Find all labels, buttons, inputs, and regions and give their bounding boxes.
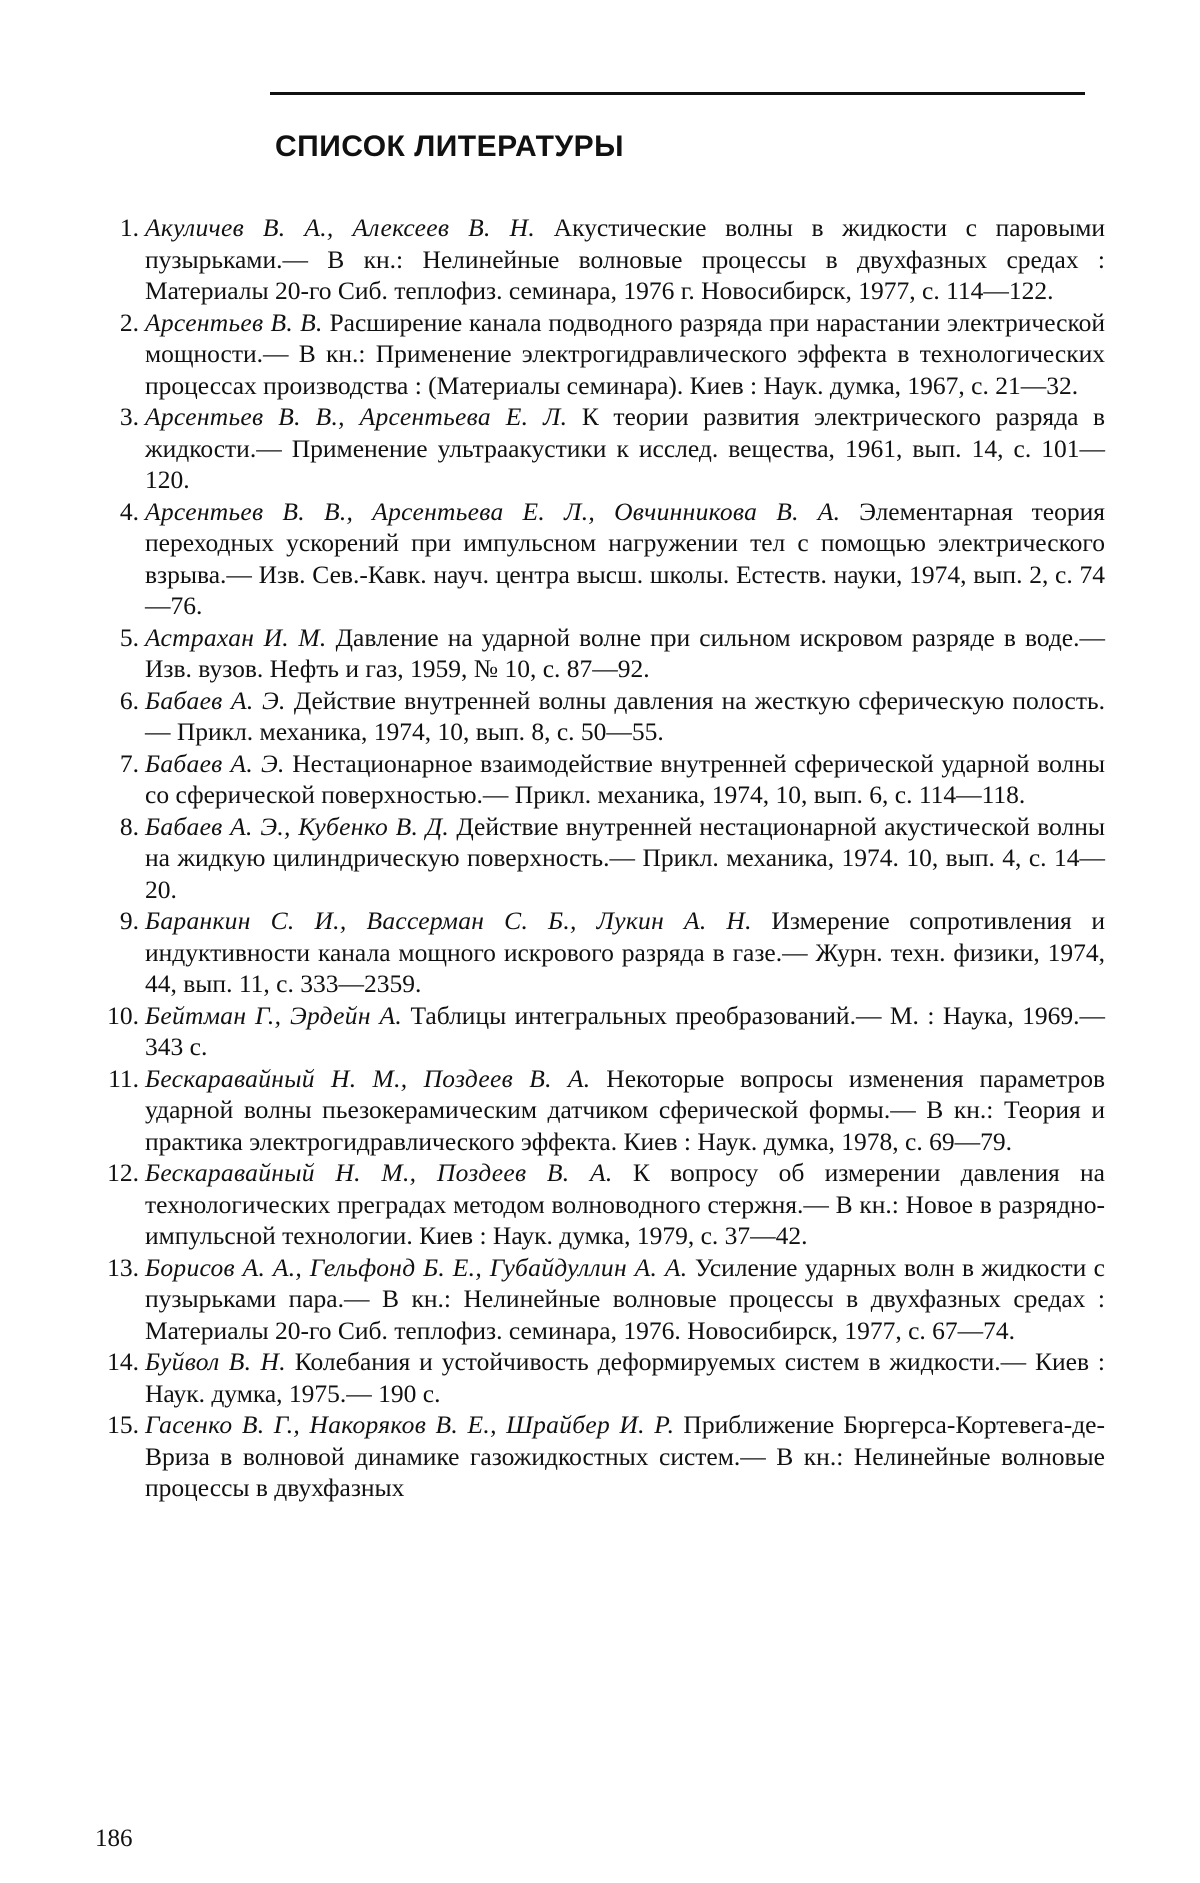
reference-number: 13. [107,1252,139,1282]
top-rule [270,92,1085,95]
reference-text: Усиление ударных волн в жидкости с пузырьками пара.— В кн.: Нелинейные волновые процессы в двухфазных средах : Материалы 20-го Сиб. теплофиз. семинара, 1976. Новосибирск, 1977, с. 67—74. [145,1252,1105,1345]
reference-authors: Бабаев А. Э. [145,685,286,715]
reference-authors: Бейтман Г., Эрдейн А. [145,1000,403,1030]
reference-item [95,1346,1105,1409]
reference-authors: Арсентьев В. В., Арсентьева Е. Л. [145,402,568,431]
reference-text: К вопросу об измерении давления на технологических преградах методом волноводного стержня.— В кн.: Новое в разрядно-импульсной технологии. Киев : Наук. думка, 1979, с. 37—42. [145,1158,1105,1250]
reference-authors: Арсентьев В. В. [145,307,323,337]
reference-number: 7. [119,748,139,778]
reference-item [95,1063,1105,1158]
reference-number: 4. [119,496,139,526]
reference-item [95,811,1105,906]
reference-authors: Арсентьев В. В., Арсентьева Е. Л., Овчинникова В. А. [145,496,841,526]
reference-number: 1. [119,213,139,242]
reference-number: 11. [108,1063,139,1093]
reference-number: 8. [119,811,139,841]
reference-authors: Борисов А. А., Гельфонд Б. Е., Губайдуллин А. А. [145,1252,688,1282]
reference-text: Измерение сопротивления и индуктивности канала мощного искрового разряда в газе.— Журн. техн. физики, 1974, 44, вып. 11, с. 333—2359. [145,906,1105,998]
reference-number: 5. [119,622,139,652]
reference-authors: Бескаравайный Н. М., Поздеев В. А. [145,1158,613,1187]
page-title: СПИСОК ЛИТЕРАТУРЫ [275,130,625,163]
reference-item [95,1157,1105,1252]
reference-text: Нестационарное взаимодействие внутренней сферической ударной волны со сферической поверхностью.— Прикл. механика, 1974, 10, вып. 6, с. 114—118. [145,748,1105,809]
page-number: 186 [95,1825,133,1852]
reference-text: Колебания и устойчивость деформируемых систем в жидкости.— Киев : Наук. думка, 1975.— 190 с. [145,1347,1106,1408]
reference-authors: Баранкин С. И., Вассерман С. Б., Лукин А. Н. [145,906,752,935]
reference-item [95,401,1105,496]
reference-number: 12. [107,1158,139,1187]
reference-item [95,1252,1105,1347]
reference-text: Некоторые вопросы изменения параметров ударной волны пьезокерамическим датчиком сферической формы.— В кн.: Теория и практика электрогидравлического эффекта. Киев : Наук. думка, 1978, с. 69—79. [145,1063,1105,1156]
reference-item [95,748,1105,811]
reference-authors: Акуличев В. А., Алексеев В. Н. [145,213,536,242]
reference-text: Элементарная теория переходных ускорений при импульсном нагружении тел с помощью электрического взрыва.— Изв. Сев.-Кавк. науч. центра высш. школы. Естеств. науки, 1974, вып. 2, с. 74—76. [145,496,1105,620]
reference-item [95,307,1105,402]
reference-authors: Астрахан И. М. [145,622,327,652]
reference-authors: Буйвол В. Н. [145,1347,286,1376]
reference-text: Действие внутренней нестационарной акустической волны на жидкую цилиндрическую поверхность.— Прикл. механика, 1974. 10, вып. 4, с. 14—20. [145,811,1105,904]
reference-text: Приближение Бюргерса-Кортевега-де-Вриза в волновой динамике газожидкостных систем.— В кн.: Нелинейные волновые процессы в двухфазных [145,1410,1105,1502]
reference-list [95,212,1105,1504]
reference-number: 6. [119,685,139,715]
reference-authors: Бескаравайный Н. М., Поздеев В. А. [145,1063,591,1093]
reference-number: 9. [119,906,139,935]
reference-text: Давление на ударной волне при сильном искровом разряде в воде.— Изв. вузов. Нефть и газ, 1959, № 10, с. 87—92. [145,622,1106,683]
reference-text: Действие внутренней волны давления на жесткую сферическую полость.— Прикл. механика, 1974, 10, вып. 8, с. 50—55. [145,685,1105,746]
reference-item [95,622,1105,685]
reference-item [95,1000,1105,1063]
reference-number: 2. [119,307,139,337]
reference-item [95,905,1105,1000]
reference-number: 3. [119,402,139,431]
reference-number: 10. [107,1000,139,1030]
reference-authors: Гасенко В. Г., Накоряков В. Е., Шрайбер И. Р. [145,1410,675,1439]
reference-item [95,685,1105,748]
reference-authors: Бабаев А. Э. [145,748,285,778]
reference-text: Расширение канала подводного разряда при нарастании электрической мощности.— В кн.: Применение электрогидравлического эффекта в технологических процессах производства : (Материалы семинара). Киев : Наук. думка, 1967, с. 21—32. [145,307,1105,400]
reference-number: 15. [107,1410,139,1439]
reference-item [95,496,1105,622]
reference-text: К теории развития электрического разряда в жидкости.— Применение ультраакустики к исслед. вещества, 1961, вып. 14, с. 101—120. [145,402,1105,494]
reference-text: Таблицы интегральных преобразований.— М. : Наука, 1969.— 343 с. [145,1000,1105,1061]
reference-number: 14. [107,1347,139,1376]
reference-item [95,212,1105,307]
reference-item [95,1409,1105,1504]
reference-authors: Бабаев А. Э., Кубенко В. Д. [145,811,450,841]
reference-text: Акустические волны в жидкости с паровыми пузырьками.— В кн.: Нелинейные волновые процессы в двухфазных средах : Материалы 20-го Сиб. теплофиз. семинара, 1976 г. Новосибирск, 1977, с. 114—122. [145,213,1105,305]
